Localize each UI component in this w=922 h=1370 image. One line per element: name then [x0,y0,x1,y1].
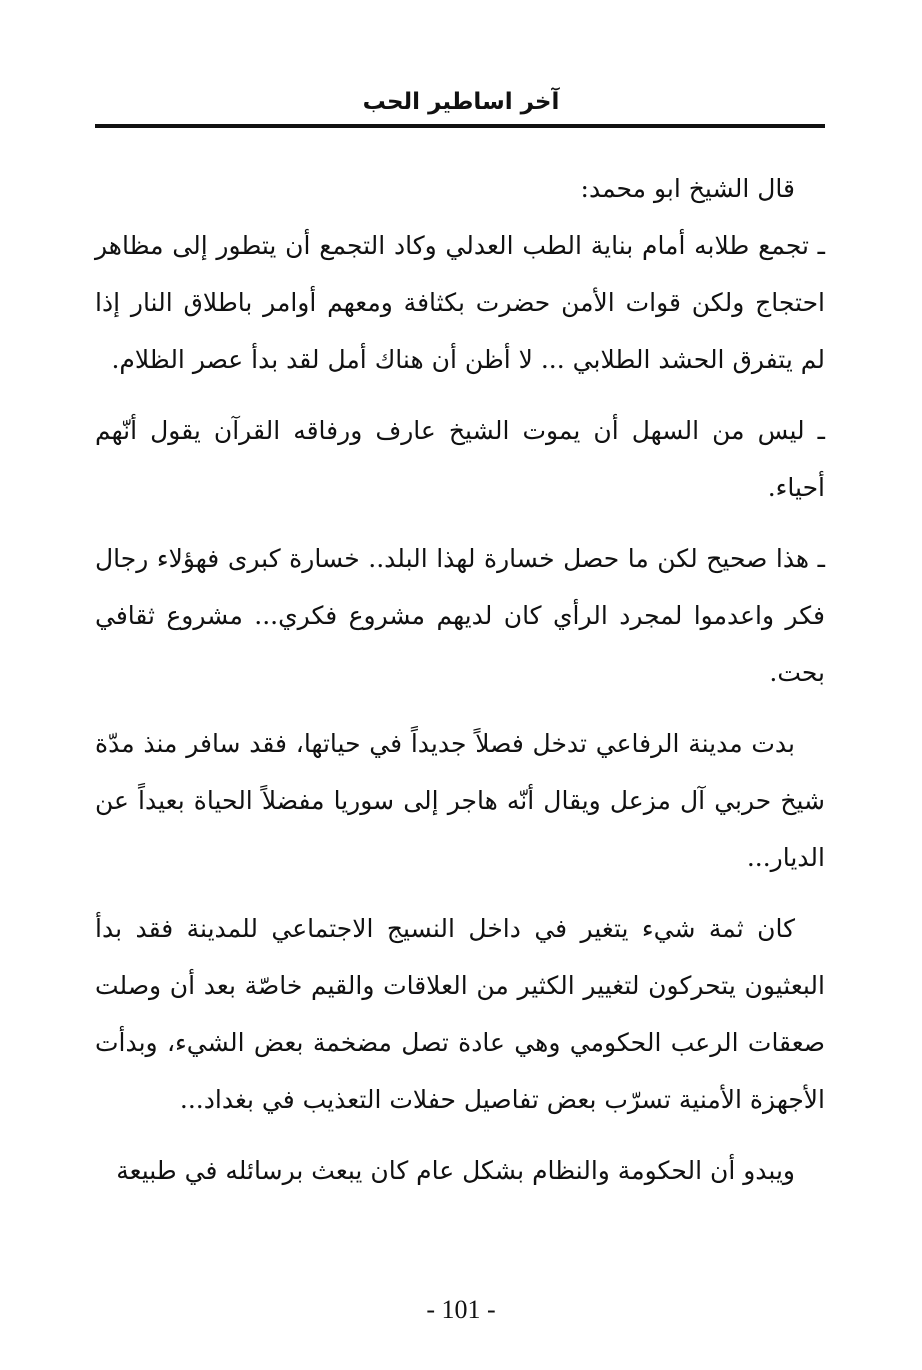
running-header-title: آخر اساطير الحب [362,89,560,115]
page-number: - 101 - [426,1295,496,1324]
body-text [95,160,825,1213]
paragraph-narration-3: ويبدو أن الحكومة والنظام بشكل عام كان يبعث برسائله في طبيعة [116,1156,795,1185]
header-divider [95,124,825,128]
paragraph-narration-1: بدت مدينة الرفاعي تدخل فصلاً جديداً في حياتها، فقد سافر منذ مدّة شيخ حربي آل مزعل ويقال أنّه هاجر إلى سوريا مفضلاً الحياة بعيداً عن الديار... [95,729,825,872]
paragraph-speaker-intro: قال الشيخ ابو محمد: [580,174,795,203]
paragraph-narration-2: كان ثمة شيء يتغير في داخل النسيج الاجتماعي للمدينة فقد بدأ البعثيون يتحركون لتغيير الكثير من العلاقات والقيم خاصّة بعد أن وصلت صعقات الرعب الحكومي وهي عادة تصل مضخمة بعض الشيء، وبدأت الأجهزة الأمنية تسرّب بعض تفاصيل حفلات التعذيب في بغداد... [95,914,825,1114]
paragraph-dialogue-1: ـ تجمع طلابه أمام بناية الطب العدلي وكاد التجمع أن يتطور إلى مظاهر احتجاج ولكن قوات الأمن حضرت بكثافة ومعهم أوامر باطلاق النار إذا لم يتفرق الحشد الطلابي ... لا أظن أن هناك أمل لقد بدأ عصر الظلام. [95,231,825,374]
paragraph-dialogue-2: ـ ليس من السهل أن يموت الشيخ عارف ورفاقه القرآن يقول أنّهم أحياء. [95,416,825,502]
paragraph-dialogue-3: ـ هذا صحيح لكن ما حصل خسارة لهذا البلد.. خسارة كبرى فهؤلاء رجال فكر واعدموا لمجرد الرأي كان لديهم مشروع فكري... مشروع ثقافي بحت. [95,544,825,687]
